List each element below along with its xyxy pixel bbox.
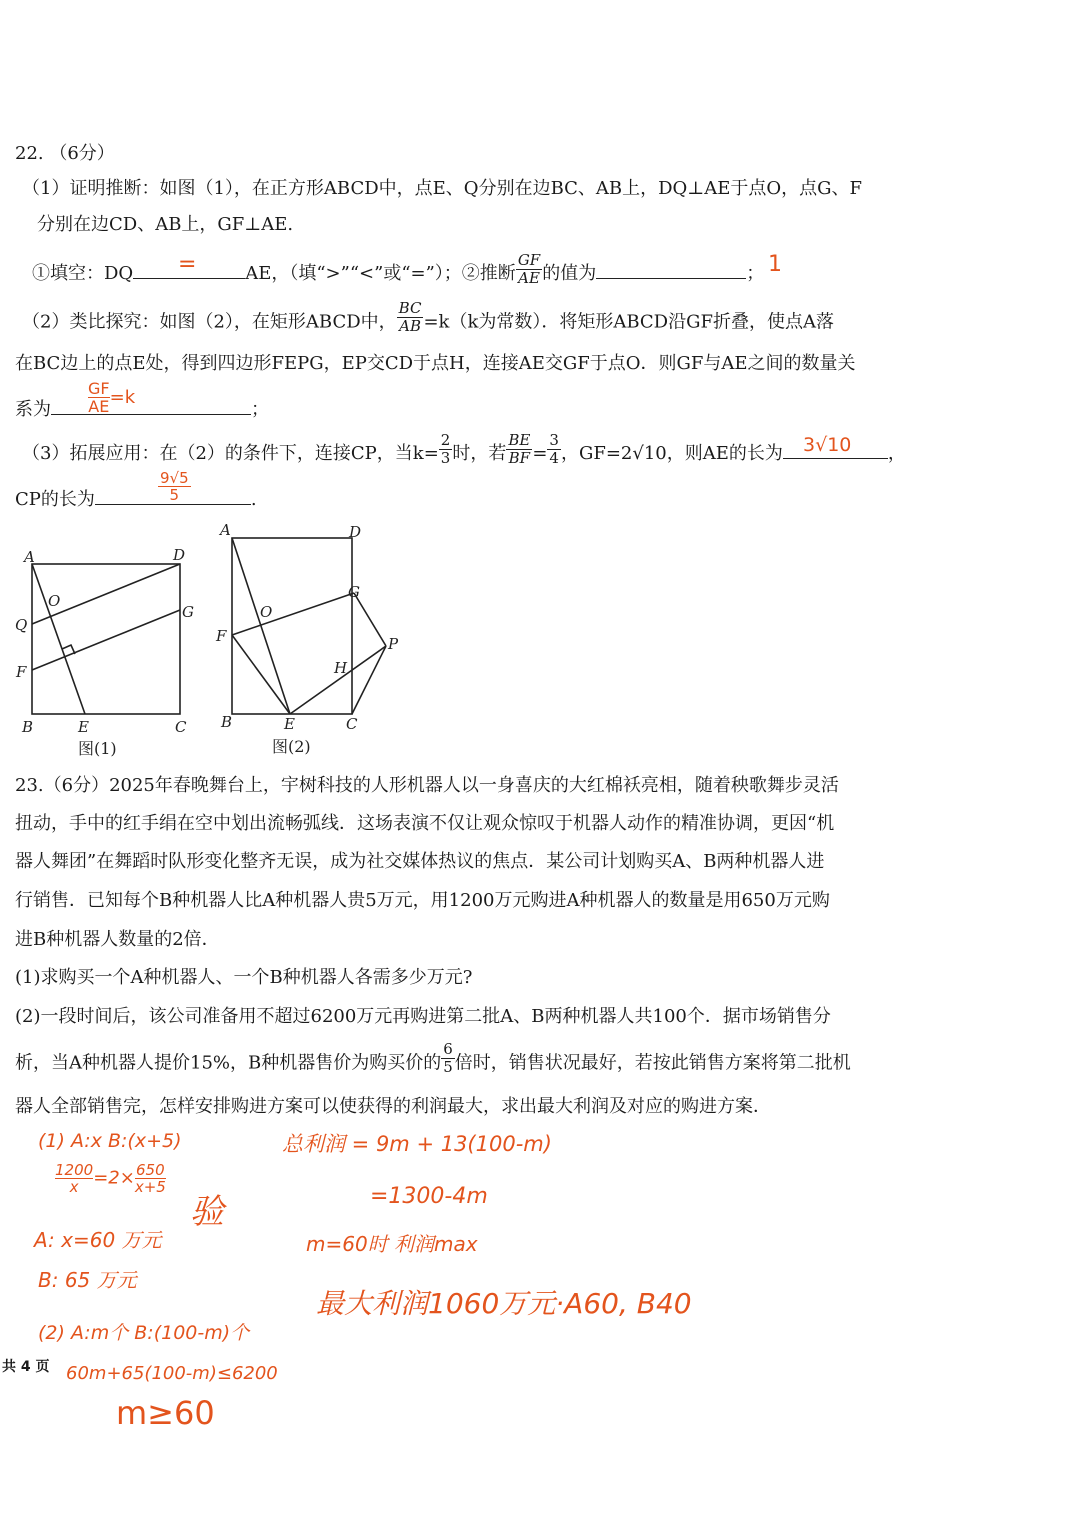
- fig2-label-b: B: [221, 713, 233, 731]
- fig1-label-a: A: [24, 548, 35, 566]
- q23-line3: 器人舞团”在舞蹈时队形变化整齐无误，成为社交媒体热议的焦点．某公司计划购买A、B两种机器人进: [15, 851, 825, 872]
- frac-bc-ab: $\frac{BC}{AB}$: [398, 299, 422, 335]
- hw-l7: m≥60: [116, 1394, 215, 1432]
- hw-check: 验: [190, 1192, 224, 1232]
- fig2-label-f: F: [216, 627, 227, 645]
- hw-l3: A: x=60 万元: [34, 1228, 162, 1252]
- hw-l5: (2) A:m个 B:(100-m)个: [38, 1322, 250, 1344]
- fig2-line-cp: [352, 646, 386, 714]
- page-footer: 共 4 页: [2, 1359, 50, 1375]
- q23-line5: 进B种机器人数量的2倍．: [15, 929, 220, 950]
- q23-line1: 23.（6分）2025年春晚舞台上，宇树科技的人形机器人以一身喜庆的大红棉袄亮相，随着秧歌舞步灵活: [15, 775, 839, 796]
- fig2-caption: 图(2): [272, 737, 311, 756]
- figure-1: [10, 540, 210, 765]
- fig1-label-g: G: [182, 603, 194, 621]
- fig2-line-ae: [232, 538, 290, 714]
- fig1-square: [32, 564, 180, 714]
- hw-r1: 总利润 = 9m + 13(100-m): [282, 1132, 552, 1156]
- hw-l4: B: 65 万元: [38, 1268, 137, 1292]
- fig2-label-h: H: [334, 659, 348, 677]
- hw-r3: m=60时 利润max: [306, 1232, 478, 1256]
- fill-b-mid: 的值为: [542, 263, 597, 284]
- fig2-rectangle: [232, 538, 352, 714]
- frac-k: $\frac{2}{3}$: [440, 430, 451, 467]
- q23-sub1: (1)求购买一个A种机器人、一个B种机器人各需多少万元?: [15, 967, 473, 988]
- q23-line4: 行销售．已知每个B种机器人比A种机器人贵5万元，用1200万元购进A种机器人的数量是用650万元购: [15, 890, 830, 911]
- fig1-label-d: D: [173, 546, 186, 564]
- fig2-label-a: A: [220, 521, 231, 539]
- hw-l2: $\frac{1200}{x}$ =2× $\frac{650}{x+5}$: [55, 1161, 166, 1196]
- q22-p2-line1: （2）类比探究：如图（2），在矩形ABCD中， $\frac{BC}{AB}$ =k（k为常数）．将矩形ABCD沿GF折叠，使点A落: [22, 299, 834, 335]
- figure-2: [210, 515, 410, 765]
- fig2-label-d: D: [349, 523, 362, 541]
- fig1-label-q: Q: [15, 616, 28, 634]
- fig2-line-gf: [232, 593, 354, 635]
- frac-3-4: $\frac{3}{4}$: [549, 430, 559, 467]
- frac-be-bf: $\frac{BE}{BF}$: [508, 430, 531, 467]
- fill-a-post: AE，（填“>”“<”或“=”）；②推断: [245, 263, 516, 284]
- q23-sub2-line3: 器人全部销售完，怎样安排购进方案可以使获得的利润最大，求出最大利润及对应的购进方案．: [15, 1096, 771, 1117]
- q22-fill-line: [32, 250, 765, 287]
- q22-p1-line1: （1）证明推断：如图（1），在正方形ABCD中，点E、Q分别在边BC、AB上，DQ⊥AE于点O，点G、F: [22, 178, 863, 199]
- answer-dq-ae: =: [178, 252, 197, 277]
- fig1-label-o: O: [48, 592, 61, 610]
- q22-p3-line1: （3）拓展应用：在（2）的条件下，连接CP，当k= $\frac{2}{3}$ 时，若 $\frac{BE}{BF}$ = $\frac{3}{4}$ ，GF=2√10，则AE的长为 ，: [22, 430, 906, 467]
- blank-gf-ae[interactable]: [596, 258, 746, 279]
- fig1-line-ae: [32, 564, 85, 714]
- q22-p1-line2: 分别在边CD、AB上，GF⊥AE.: [37, 214, 294, 235]
- q23-sub2-line1: (2)一段时间后，该公司准备用不超过6200万元再购进第二批A、B两种机器人共100个．据市场销售分: [15, 1006, 831, 1027]
- fig2-label-c: C: [346, 715, 358, 733]
- frac-gf-ae: $\frac{GF}{AE}$: [517, 250, 541, 287]
- q22-p3-line2: CP的长为 .: [15, 484, 257, 511]
- fig2-line-ep: [290, 646, 386, 714]
- fig1-line-gf: [32, 610, 180, 670]
- q22-p2-line3: 系为 ；: [15, 394, 269, 421]
- answer-gf-ae: 1: [768, 252, 782, 277]
- fig2-label-g: G: [348, 583, 360, 601]
- fig1-label-f: F: [16, 663, 27, 681]
- hw-r4: 最大利润1060万元·A60, B40: [316, 1287, 692, 1320]
- fig1-label-e: E: [78, 718, 89, 736]
- fill-b-post: ；: [746, 263, 765, 284]
- answer-cp-length: 9√5 5: [160, 469, 189, 504]
- hw-l6: 60m+65(100-m)≤6200: [66, 1363, 278, 1384]
- q22-p2-line2: 在BC边上的点E处，得到四边形FEPG，EP交CD于点H，连接AE交GF于点O．则GF与AE之间的数量关: [15, 353, 856, 374]
- fig2-label-o: O: [260, 603, 273, 621]
- q23-line2: 扭动，手中的红手绢在空中划出流畅弧线．这场表演不仅让观众惊叹于机器人动作的精准协调，更因“机: [15, 813, 835, 834]
- fig1-caption: 图(1): [78, 739, 117, 758]
- hw-r2: =1300-4m: [370, 1184, 488, 1209]
- answer-relation: $\frac{GF}{AE}$ =k: [88, 379, 136, 416]
- blank-relation[interactable]: [51, 394, 251, 415]
- hw-l1: (1) A:x B:(x+5): [38, 1130, 182, 1152]
- fig1-label-b: B: [22, 718, 34, 736]
- fig2-line-fe: [232, 635, 290, 714]
- answer-ae-length: 3√10: [803, 434, 852, 456]
- q22-heading: 22. （6分）: [15, 143, 115, 164]
- fig2-label-e: E: [284, 715, 295, 733]
- fill-a-pre: ①填空：DQ: [32, 263, 134, 284]
- fig1-label-c: C: [175, 718, 187, 736]
- fig2-label-p: P: [388, 635, 399, 653]
- q23-sub2-line2: 析，当A种机器人提价15%，B种机器售价为购买价的 $\frac{6}{5}$ 倍时，销售状况最好，若按此销售方案将第二批机: [15, 1040, 851, 1076]
- frac-6-5: $\frac{6}{5}$: [443, 1040, 453, 1076]
